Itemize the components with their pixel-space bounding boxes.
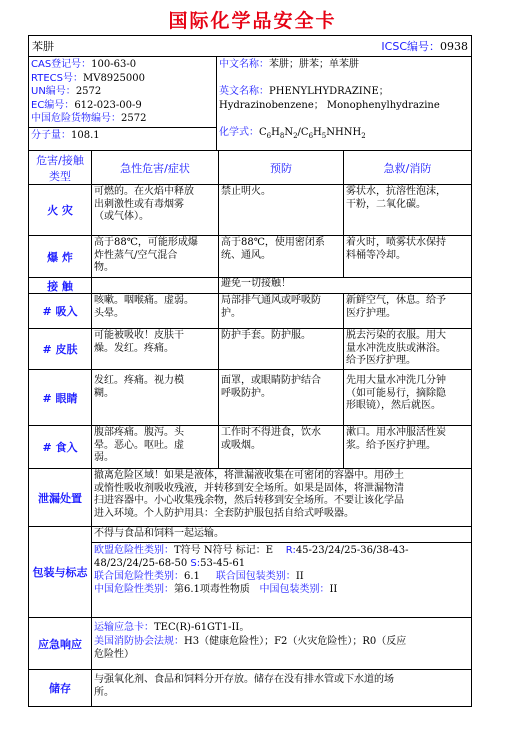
chemical-formula: 化学式：$C_6H_8N_2/C_6H_5NHNH_2$ bbox=[219, 126, 366, 140]
identifier-list: CAS登记号：100-63-0 RTECS号：MV8925000 UN编号：2572 EC编号：612-023-00-9 中国危险货物编号：2572 分子量：108.1 bbox=[29, 57, 217, 150]
hazard-row-contact: 接 触 避免一切接触！ bbox=[29, 278, 471, 294]
header-firstaid: 急救/消防 bbox=[383, 161, 432, 175]
chemical-name: 苯肼 bbox=[32, 40, 54, 53]
packaging-row: 包装与标志 不得与食品和饲料一起运输。 欧盟危险性类别：T符号 N符号 标记：E R:45-23/24/25-36/38-43- 48/23/24/25-68-50 S:53-45-61 联合国危险性类别：6.1 联合国包装类别：II 中国危险性类别：第6.1项毒性物质 中国包装类别：II bbox=[29, 527, 471, 618]
hazard-row-ingestion: # 食入 腹部疼痛。腹泻。头 晕。恶心。呕吐。虚 弱。 工作时不得进食，饮水 或吸烟。 漱口。用水冲服活性炭 浆。给予医疗护理。 bbox=[29, 426, 471, 469]
header-type: 危害/接触 类型 bbox=[29, 151, 92, 184]
icsc-number: ICSC编号：0938 bbox=[381, 40, 468, 53]
safety-card-sheet bbox=[28, 35, 472, 707]
card-title: 国际化学品安全卡 bbox=[168, 10, 337, 32]
name-list: 中文名称：苯肼；肼苯；单苯肼 英文名称：PHENYLHYDRAZINE； Hydrazinobenzene； Monophenylhydrazine 化学式：$C_6H_8N_2/C_6H_5NHNH_2$ bbox=[217, 57, 471, 150]
identifiers-row bbox=[29, 57, 471, 151]
hazard-row-eyes: # 眼睛 发红。疼痛。视力模 糊。 面罩，或眼睛防护结合 呼吸防护。 先用大量水冲洗几分钟 （如可能易行，摘除隐 形眼镜），然后就医。 bbox=[29, 370, 471, 426]
hazard-row-skin: # 皮肤 可能被吸收！皮肤干 燥。发红。疼痛。 防护手套。防护服。 脱去污染的衣服。用大 量水冲洗皮肤或淋浴。 给予医疗护理。 bbox=[29, 329, 471, 370]
hazard-row-inhalation: # 吸入 咳嗽。咽喉痛。虚弱。 头晕。 局部排气通风或呼吸防 护。 新鲜空气，休息。给予 医疗护理。 bbox=[29, 294, 471, 329]
header-prevention: 预防 bbox=[219, 151, 344, 184]
name-row bbox=[29, 36, 471, 57]
emergency-row: 应急响应 运输应急卡：TEC(R)-61GT1-II。 美国消防协会法规：H3（健康危险性）；F2（火灾危险性）；R0（反应 危险性） bbox=[29, 618, 471, 670]
storage-row: 储存 与强氧化剂、食品和饲料分开存放。储存在没有排水管或下水道的场 所。 bbox=[29, 670, 471, 706]
hazard-row-fire: 火 灾 可燃的。在火焰中释放 出刺激性或有毒烟雾 （或气体）。 禁止明火。 雾状水，抗溶性泡沫， 干粉，二氧化碳。 bbox=[29, 185, 471, 236]
spill-row: 泄漏处置 撤离危险区域！如果是液体，将泄漏液收集在可密闭的容器中。用砂土 或惰性吸收剂吸收残液，并转移到安全场所。如果是固体，将泄漏物清 扫进容器中。小心收集残余物，然后转移到安全场所。不要让该化学品 进入环境。个人防护用具：全套防护服包括自给式呼吸器。 bbox=[29, 469, 471, 527]
table-header-row bbox=[29, 151, 471, 185]
hazard-row-explosion: 爆 炸 高于88℃，可能形成爆 炸性蒸气/空气混合 物。 高于88℃，使用密闭系 统、通风。 着火时，喷雾状水保持 料桶等冷却。 bbox=[29, 236, 471, 278]
header-acute: 急性危害/症状 bbox=[92, 151, 219, 184]
